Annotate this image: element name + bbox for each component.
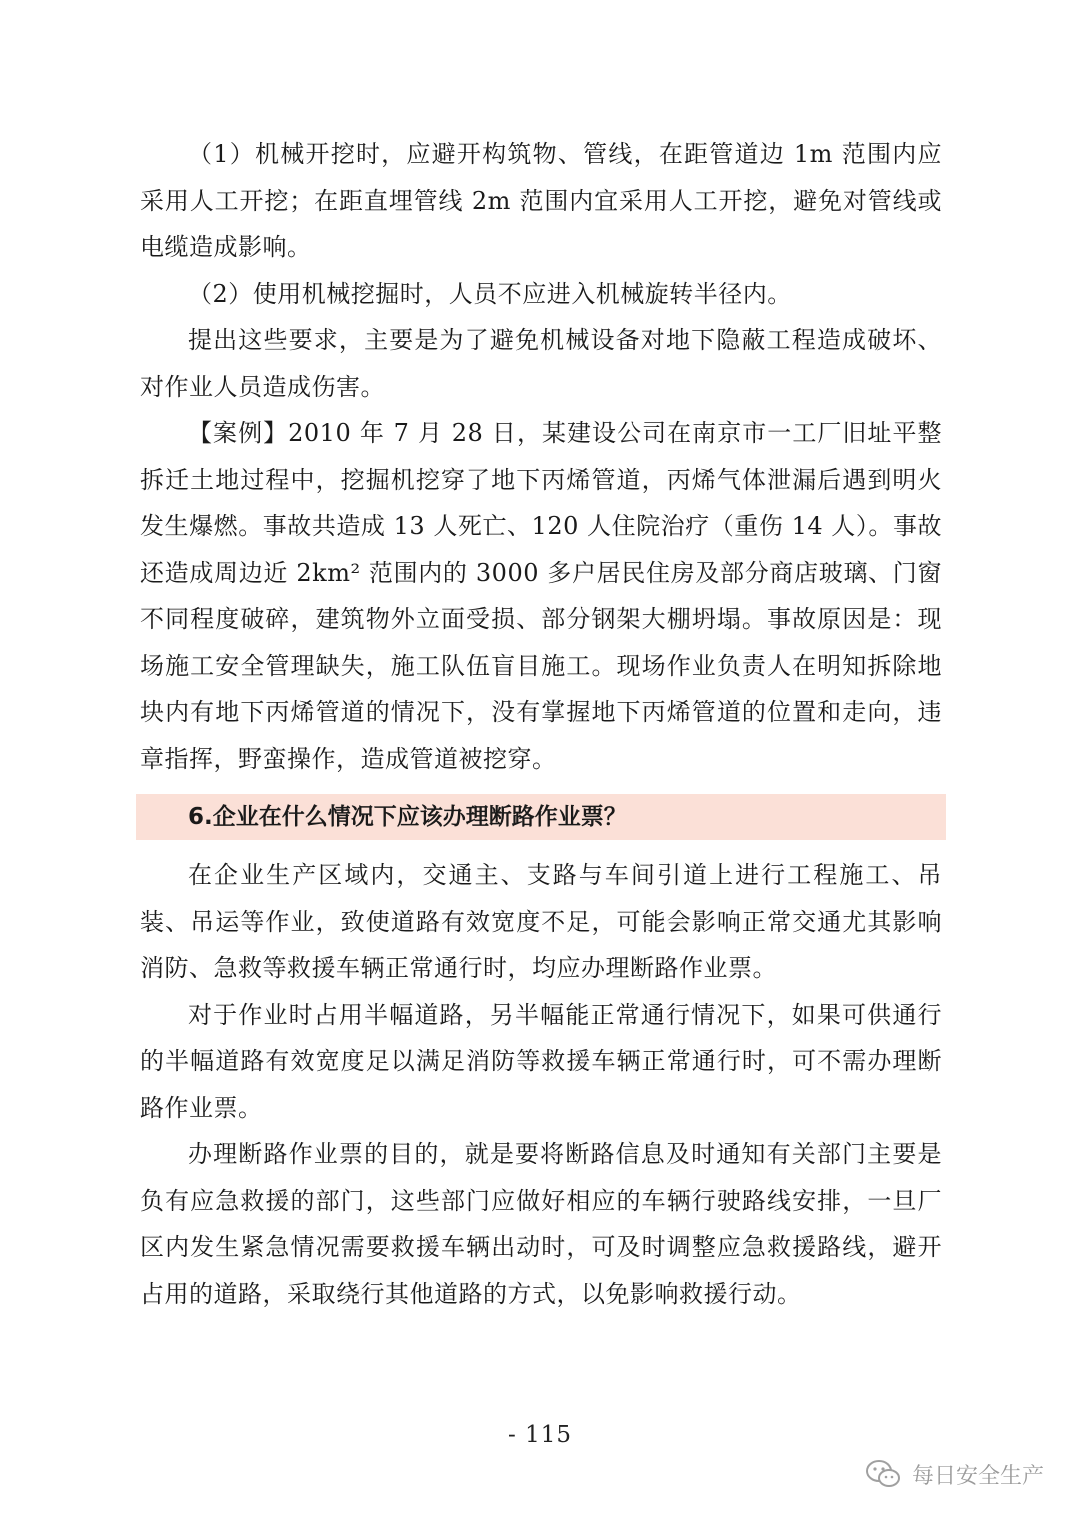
paragraph: 【案例】2010 年 7 月 28 日，某建设公司在南京市一工厂旧址平整拆迁土地过程中，挖掘机挖穿了地下丙烯管道，丙烯气体泄漏后遇到明火发生爆燃。事故共造成 13 人死亡、120 人住院治疗（重伤 14 人）。事故还造成周边近 2km² 范围内的 3000 多户居民住房及部分商店玻璃、门窗不同程度破碎，建筑物外立面受损、部分钢架大棚坍塌。事故原因是：现场施工安全管理缺失，施工队伍盲目施工。现场作业负责人在明知拆除地块内有地下丙烯管道的情况下，没有掌握地下丙烯管道的位置和走向，违章指挥，野蛮操作，造成管道被挖穿。 (140, 419, 942, 773)
wechat-icon (864, 1458, 902, 1490)
watermark (864, 1458, 1044, 1490)
paragraph: 提出这些要求，主要是为了避免机械设备对地下隐蔽工程造成破坏、对作业人员造成伤害。 (140, 326, 942, 401)
page-number: - 115 (508, 1422, 572, 1448)
paragraph: 在企业生产区域内，交通主、支路与车间引道上进行工程施工、吊装、吊运等作业，致使道路有效宽度不足，可能会影响正常交通尤其影响消防、急救等救援车辆正常通行时，均应办理断路作业票。 (140, 861, 942, 982)
paragraph: 对于作业时占用半幅道路，另半幅能正常通行情况下，如果可供通行的半幅道路有效宽度足以满足消防等救援车辆正常通行时，可不需办理断路作业票。 (140, 1000, 942, 1122)
page-body (140, 131, 942, 1317)
watermark-text: 每日安全生产 (911, 1463, 1044, 1489)
paragraph: 办理断路作业票的目的，就是要将断路信息及时通知有关部门主要是负有应急救援的部门，这些部门应做好相应的车辆行驶路线安排，一旦厂区内发生紧急情况需要救援车辆出动时，可及时调整应急救援路线，避开占用的道路，采取绕行其他道路的方式，以免影响救援行动。 (140, 1140, 942, 1308)
paragraph: （2）使用机械挖掘时，人员不应进入机械旋转半径内。 (188, 279, 792, 308)
paragraph: （1）机械开挖时，应避开构筑物、管线，在距管道边 1m 范围内应采用人工开挖；在距直埋管线 2m 范围内宜采用人工开挖，避免对管线或电缆造成影响。 (140, 140, 942, 261)
section-heading: 6.企业在什么情况下应该办理断路作业票？ (136, 794, 946, 840)
